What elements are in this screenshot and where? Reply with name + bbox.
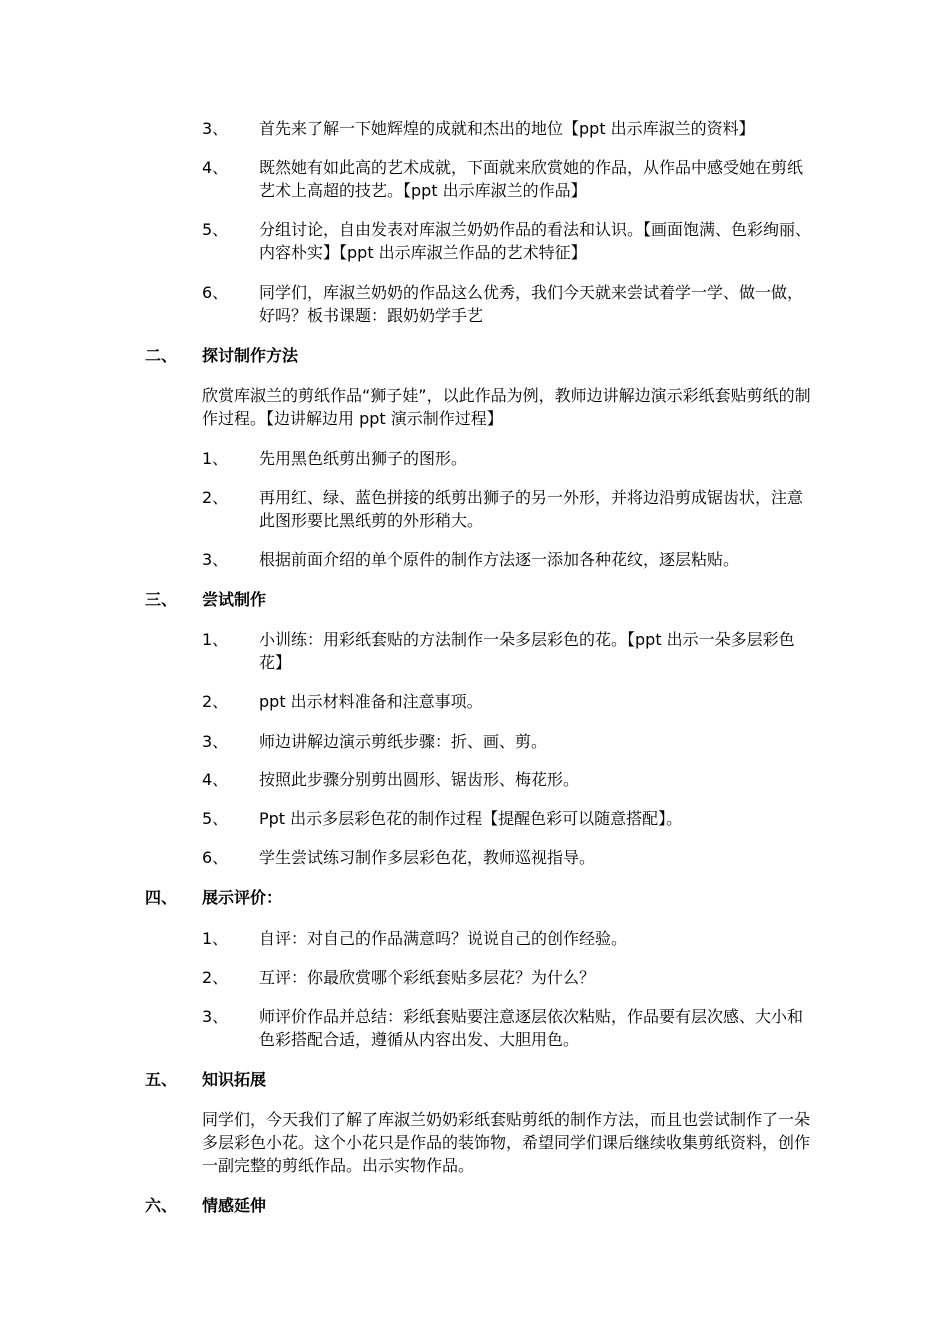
list-item bbox=[202, 548, 812, 571]
list-item bbox=[202, 486, 812, 532]
list-item-number: 5、 bbox=[202, 220, 229, 239]
section-number: 三、 bbox=[145, 590, 178, 609]
list-item-number: 3、 bbox=[202, 119, 229, 138]
list-item bbox=[202, 281, 812, 327]
section-title: 知识拓展 bbox=[202, 1070, 267, 1089]
list-item-number: 6、 bbox=[202, 283, 229, 302]
list-item-text: 再用红、绿、蓝色拼接的纸剪出狮子的另一外形，并将边沿剪成锯齿状，注意此图形要比黑纸剪的外形稍大。 bbox=[259, 488, 804, 530]
list-item-number: 1、 bbox=[202, 929, 229, 948]
list-item bbox=[202, 628, 812, 674]
list-item-text: 师边讲解边演示剪纸步骤：折、画、剪。 bbox=[259, 732, 548, 751]
list-item bbox=[202, 730, 812, 753]
list-item-number: 2、 bbox=[202, 692, 229, 711]
list-item-text: 同学们，库淑兰奶奶的作品这么优秀，我们今天就来尝试着学一学、做一做，好吗？板书课题：跟奶奶学手艺 bbox=[259, 283, 804, 325]
list-item-number: 3、 bbox=[202, 1007, 229, 1026]
section-number: 六、 bbox=[145, 1196, 178, 1215]
section-title: 探讨制作方法 bbox=[202, 346, 299, 365]
list-item-number: 1、 bbox=[202, 449, 229, 468]
list-item bbox=[202, 156, 812, 202]
list-item bbox=[202, 966, 812, 989]
list-item-text: 互评：你最欣赏哪个彩纸套贴多层花？为什么？ bbox=[259, 968, 596, 987]
list-item-text: 按照此步骤分别剪出圆形、锯齿形、梅花形。 bbox=[259, 770, 580, 789]
section-title: 展示评价： bbox=[202, 888, 283, 907]
list-item bbox=[202, 447, 812, 470]
section-number: 二、 bbox=[145, 346, 178, 365]
list-item-text: 自评：对自己的作品满意吗？说说自己的创作经验。 bbox=[259, 929, 628, 948]
list-item-text: 分组讨论，自由发表对库淑兰奶奶作品的看法和认识。【画面饱满、色彩绚丽、内容朴实】【ppt 出示库淑兰作品的艺术特征】 bbox=[259, 220, 812, 262]
section-heading bbox=[145, 344, 298, 367]
list-item-number: 3、 bbox=[202, 732, 229, 751]
list-item bbox=[202, 1005, 812, 1051]
list-item-text: 首先来了解一下她辉煌的成就和杰出的地位【ppt 出示库淑兰的资料】 bbox=[259, 119, 755, 138]
list-item bbox=[202, 846, 812, 869]
list-item-text: 师评价作品并总结：彩纸套贴要注意逐层依次粘贴，作品要有层次感、大小和色彩搭配合适，遵循从内容出发、大胆用色。 bbox=[259, 1007, 804, 1049]
list-item-text: ppt 出示材料准备和注意事项。 bbox=[259, 692, 483, 711]
list-item-number: 4、 bbox=[202, 770, 229, 789]
list-item-text: Ppt 出示多层彩色花的制作过程【提醒色彩可以随意搭配】。 bbox=[259, 809, 683, 828]
list-item-number: 2、 bbox=[202, 968, 229, 987]
list-item bbox=[202, 690, 812, 713]
list-item-text: 学生尝试练习制作多层彩色花，教师巡视指导。 bbox=[259, 848, 596, 867]
section-paragraph: 欣赏库淑兰的剪纸作品“狮子娃”，以此作品为例，教师边讲解边演示彩纸套贴剪纸的制作过程。【边讲解边用 ppt 演示制作过程】 bbox=[202, 386, 811, 428]
section-number: 四、 bbox=[145, 888, 178, 907]
list-item-number: 5、 bbox=[202, 809, 229, 828]
list-item bbox=[202, 768, 812, 791]
section-number: 五、 bbox=[145, 1070, 178, 1089]
list-item bbox=[202, 117, 812, 140]
section-title: 尝试制作 bbox=[202, 590, 267, 609]
section-paragraph: 同学们，今天我们了解了库淑兰奶奶彩纸套贴剪纸的制作方法，而且也尝试制作了一朵多层彩色小花。这个小花只是作品的装饰物，希望同学们课后继续收集剪纸资料，创作一副完整的剪纸作品。出示实物作品。 bbox=[202, 1110, 811, 1175]
section-heading bbox=[145, 1068, 266, 1091]
list-item-text: 根据前面介绍的单个原件的制作方法逐一添加各种花纹，逐层粘贴。 bbox=[259, 550, 740, 569]
section-heading bbox=[145, 1194, 266, 1217]
section-heading bbox=[145, 886, 282, 909]
list-item bbox=[202, 807, 812, 830]
list-item-number: 3、 bbox=[202, 550, 229, 569]
list-item-number: 2、 bbox=[202, 488, 229, 507]
list-item bbox=[202, 927, 812, 950]
section-title: 情感延伸 bbox=[202, 1196, 267, 1215]
list-item-text: 先用黑色纸剪出狮子的图形。 bbox=[259, 449, 468, 468]
list-item-number: 1、 bbox=[202, 630, 229, 649]
list-item-number: 6、 bbox=[202, 848, 229, 867]
section-heading bbox=[145, 588, 266, 611]
list-item-text: 小训练：用彩纸套贴的方法制作一朵多层彩色的花。【ppt 出示一朵多层彩色花】 bbox=[259, 630, 795, 672]
list-item bbox=[202, 218, 812, 264]
list-item-number: 4、 bbox=[202, 158, 229, 177]
list-item-text: 既然她有如此高的艺术成就，下面就来欣赏她的作品，从作品中感受她在剪纸艺术上高超的技艺。【ppt 出示库淑兰的作品】 bbox=[259, 158, 804, 200]
